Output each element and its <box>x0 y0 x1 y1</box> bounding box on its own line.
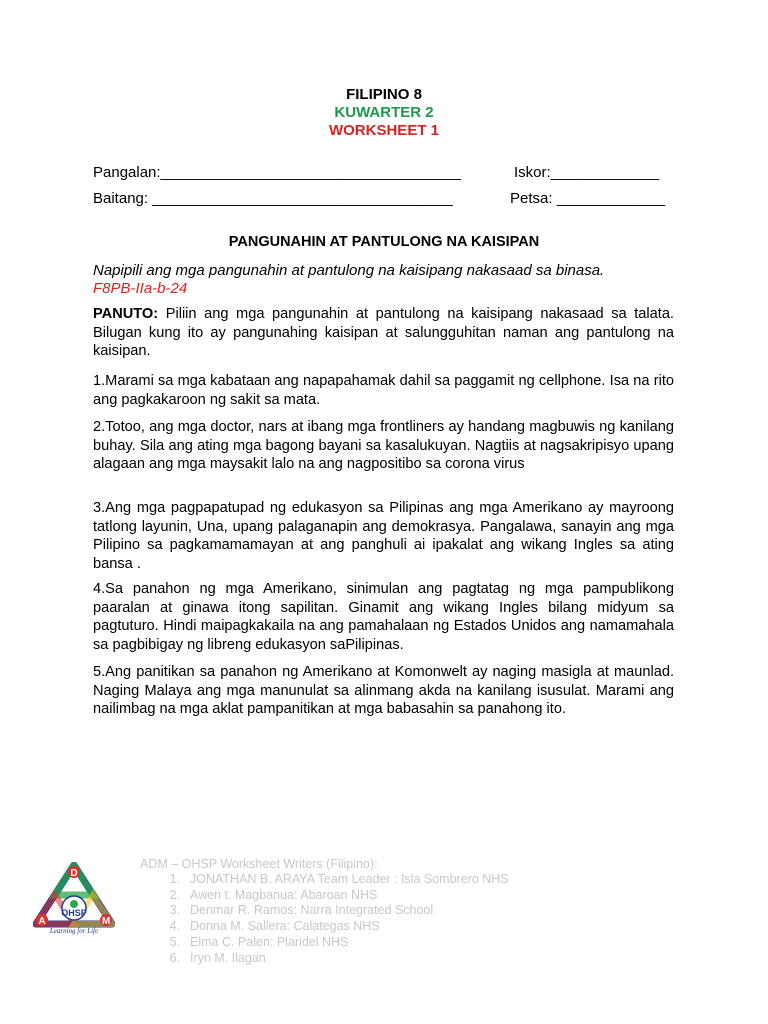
writer-name: Elma C. Palen: Plaridel NHS <box>190 934 349 949</box>
competency-code: F8PB-IIa-b-24 <box>93 280 188 297</box>
worksheet-writers-credits <box>140 856 509 966</box>
logo-ribbon-text: Learning for Life <box>49 927 99 935</box>
item-5: 5.Ang panitikan sa panahon ng Amerikano at Komonwelt ay naging masigla at maunlad. Naging Malaya ang mga manunulat sa alinmang akda na kanilang isusulat. Marami ang nailimbag na mga aklat pampanitikan at mga babasahin sa panahong ito. <box>93 664 674 717</box>
item-1: 1.Marami sa mga kabataan ang napapahamak dahil sa paggamit ng cellphone. Isa na rito ang pagkakaroon ng sakit sa mata. <box>93 373 674 408</box>
logo-letter-a: A <box>38 916 46 927</box>
section-title: PANGUNAHIN AT PANTULONG NA KAISIPAN <box>228 234 540 250</box>
writers-list <box>140 872 509 966</box>
writer-name: JONATHAN B. ARAYA Team Leader : Isla Sombrero NHS <box>190 872 509 886</box>
adm-ohsp-logo <box>33 862 115 936</box>
learning-competency: Napipili ang mga pangunahin at pantulong na kaisipang nakasaad sa binasa. <box>93 262 605 279</box>
name-field: Pangalan:____________________________________ <box>93 164 461 181</box>
writer-name: Donna M. Sallera: Calategas NHS <box>190 919 380 934</box>
writer-name: Iryn M. Ilagan <box>190 950 266 965</box>
quarter-title: KUWARTER 2 <box>334 104 434 121</box>
writer-item: 2. Awen t. Magbanua: Abaroan NHS <box>169 887 378 902</box>
grade-date-row <box>93 190 683 210</box>
instruction-paragraph <box>93 305 674 361</box>
logo-letter-m: M <box>101 916 111 927</box>
subject-title: FILIPINO 8 <box>346 86 422 103</box>
worksheet-title: WORKSHEET 1 <box>328 122 439 139</box>
writer-item: 1. JONATHAN B. ARAYA Team Leader : Isla Sombrero NHS <box>169 872 509 886</box>
item-4: 4.Sa panahon ng mga Amerikano, sinimulan ang pagtatag ng mga pampublikong paaralan at ginawa itong sapilitan. Ginamit ang wikang Ingles bilang midyum sa pagtuturo. Hindi maipagkakaila na ang pamahalaan ng Estados Unidos ang namamahala sa pagbibigay ng libreng edukasyon saPilipinas. <box>93 581 674 653</box>
instruction-label: PANUTO: <box>93 306 159 322</box>
logo-center-text: OHSP <box>61 908 87 918</box>
writer-item: 6. Iryn M. Ilagan <box>169 950 266 965</box>
logo-letter-d: D <box>70 868 78 879</box>
date-field: Petsa: _____________ <box>510 190 666 207</box>
name-score-row <box>93 164 683 184</box>
grade-field: Baitang: ____________________________________ <box>93 190 453 207</box>
credits-title: ADM – OHSP Worksheet Writers (Filipino): <box>140 857 378 871</box>
item-3: 3.Ang mga pagpapatupad ng edukasyon sa Pilipinas ang mga Amerikano ay mayroong tatlong layunin, Una, upang palaganapin ang demokrasya. Pangalawa, sanayin ang mga Pilipino sa pagkamamamayan at ang panghuli ai ipakalat ang wikang Ingles sa ating bansa . <box>93 500 674 572</box>
writer-item: 5. Elma C. Palen: Plaridel NHS <box>169 934 349 949</box>
writer-name: Denmar R. Ramos: Narra Integrated School <box>190 903 434 918</box>
item-2: 2.Totoo, ang mga doctor, nars at ibang mga frontliners ay handang magbuwis ng kanilang buhay. Sila ang ating mga bagong bayani sa kasalukuyan. Nagtiis at nagsakripisyo upang alagaan ang mga maysakit lalo na ang nagpositibo sa corona virus <box>93 419 674 472</box>
writer-item: 4. Donna M. Sallera: Calategas NHS <box>169 919 380 934</box>
writer-item: 3. Denmar R. Ramos: Narra Integrated School <box>169 903 434 918</box>
score-field: Iskor:_____________ <box>514 164 660 181</box>
instruction-text: Piliin ang mga pangunahin at pantulong na kaisipang nakasaad sa talata. Bilugan kung ito ay pangunahing kaisipan at salungguhitan naman ang pantulong na kaisipan. <box>93 306 674 359</box>
writer-name: Awen t. Magbanua: Abaroan NHS <box>190 887 378 902</box>
